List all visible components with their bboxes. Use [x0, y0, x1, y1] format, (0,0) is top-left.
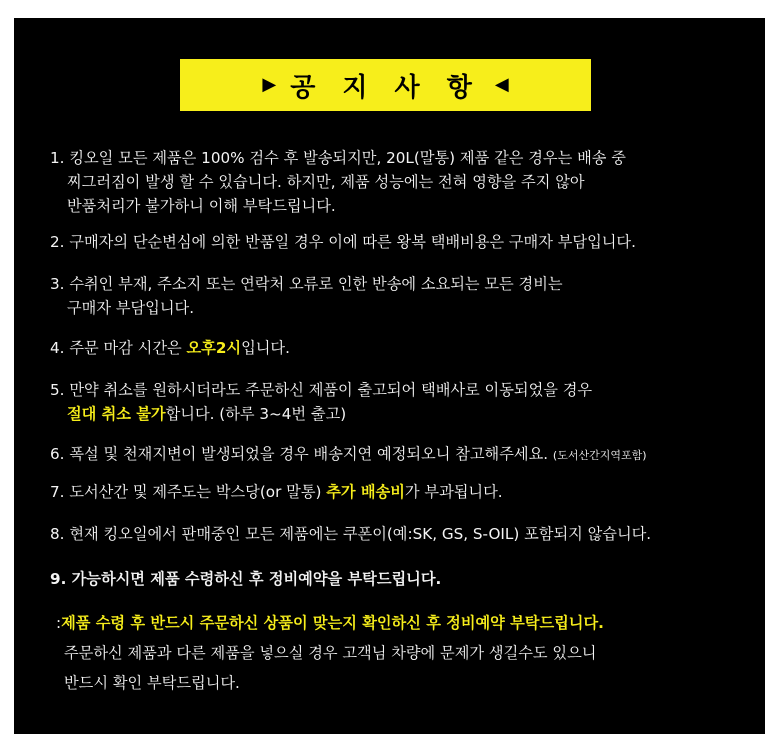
notice-item-7 [14, 480, 765, 504]
notice-1-line-1: 1. 킹오일 모든 제품은 100% 검수 후 발송되지만, 20L(말통) 제품 같은 경우는 배송 중 [50, 149, 626, 167]
notice-title-banner [180, 59, 591, 111]
footer-line-3: 반드시 확인 부탁드립니다. [64, 674, 240, 692]
notice-item-8 [14, 522, 765, 546]
notice-2-line-1: 2. 구매자의 단순변심에 의한 반품일 경우 이에 따른 왕복 택배비용은 구매자 부담입니다. [50, 233, 636, 251]
notice-item-2 [14, 230, 765, 254]
notice-footer [14, 611, 765, 695]
notice-5-highlight: 절대 취소 불가 [67, 405, 166, 423]
notice-6-small: (도서산간지역포함) [552, 449, 647, 462]
notice-6-main: 6. 폭설 및 천재지변이 발생되었을 경우 배송지연 예정되오니 참고해주세요. [50, 445, 553, 463]
notice-item-6 [14, 442, 765, 468]
notice-5-suffix: 합니다. (하루 3~4번 출고) [165, 405, 347, 423]
notice-title: 공 지 사 항 [290, 72, 481, 103]
notice-6-line-1 [14, 442, 765, 468]
notice-4-suffix: 입니다. [241, 339, 290, 357]
notice-panel [14, 18, 765, 734]
notice-9-line-1: 9. 가능하시면 제품 수령하신 후 정비예약을 부탁드립니다. [50, 570, 442, 588]
notice-7-prefix: 7. 도서산간 및 제주도는 박스당(or 말통) [50, 483, 327, 501]
notice-3-line-1: 3. 수취인 부재, 주소지 또는 연락처 오류로 인한 반송에 소요되는 모든 경비는 [50, 275, 563, 293]
notice-7-highlight: 추가 배송비 [326, 483, 405, 501]
footer-line-2: 주문하신 제품과 다른 제품을 넣으실 경우 고객님 차량에 문제가 생길수도 있으니 [64, 644, 597, 662]
notice-8-line-1: 8. 현재 킹오일에서 판매중인 모든 제품에는 쿠폰이(예:SK, GS, S-OIL) 포함되지 않습니다. [50, 525, 652, 543]
play-left-icon: ◀ [494, 74, 509, 95]
footer-line-1 [14, 611, 765, 635]
notice-4-highlight: 오후2시 [186, 339, 242, 357]
notice-5-line-2 [14, 402, 765, 426]
notice-item-9 [14, 567, 765, 591]
notice-1-line-3: 반품처리가 불가하니 이해 부탁드립니다. [67, 197, 336, 215]
footer-colon: : [56, 614, 62, 632]
notice-7-line-1 [14, 480, 765, 504]
notice-4-prefix: 4. 주문 마감 시간은 [50, 339, 187, 357]
notice-3-line-2: 구매자 부담입니다. [67, 299, 195, 317]
notice-4-line-1 [14, 336, 765, 360]
notice-1-line-2: 찌그러짐이 발생 할 수 있습니다. 하지만, 제품 성능에는 전혀 영향을 주지 않아 [67, 173, 585, 191]
notice-item-1 [14, 146, 765, 218]
footer-highlight: 제품 수령 후 반드시 주문하신 상품이 맞는지 확인하신 후 정비예약 부탁드립니다. [61, 614, 604, 632]
notice-7-suffix: 가 부과됩니다. [404, 483, 503, 501]
notice-item-5 [14, 378, 765, 426]
notice-item-4 [14, 336, 765, 360]
play-right-icon: ▶ [262, 74, 277, 95]
notice-5-line-1: 5. 만약 취소를 원하시더라도 주문하신 제품이 출고되어 택배사로 이동되었을 경우 [50, 381, 593, 399]
notice-item-3 [14, 272, 765, 320]
